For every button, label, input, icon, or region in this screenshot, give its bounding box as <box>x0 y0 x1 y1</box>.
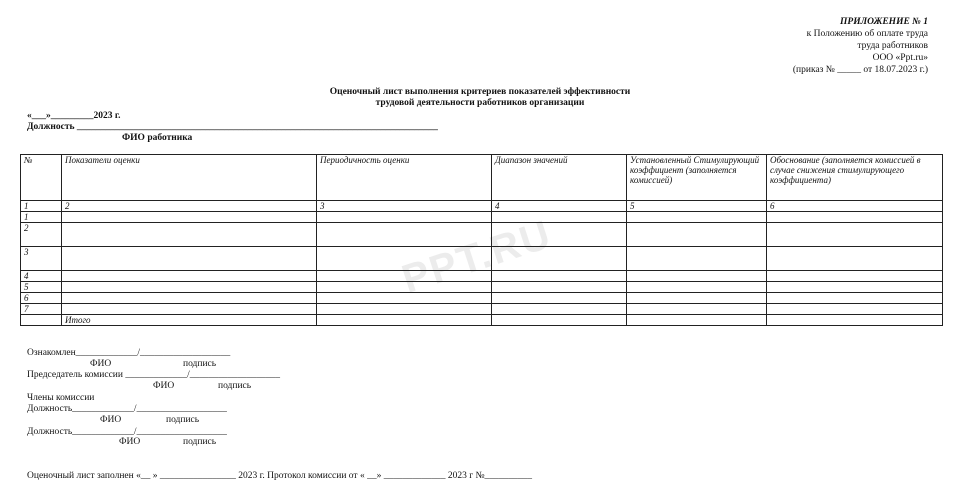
header-line-3: ООО «Ppt.ru» <box>872 53 928 63</box>
fio-caption: ФИО <box>119 437 141 447</box>
row-number: 2 <box>21 223 62 247</box>
col-header-coefficient: Установленный Стимулирующий коэффициент (заполняется комиссией) <box>627 155 767 201</box>
chairman-line: Председатель комиссии _____________/___________________ <box>27 370 280 380</box>
col-header-range: Диапазон значений <box>492 155 627 201</box>
row-number: 3 <box>21 247 62 271</box>
watermark: PPT.RU <box>396 212 558 302</box>
table-row <box>21 247 943 271</box>
row-number: 5 <box>21 282 62 293</box>
table-row <box>21 293 943 304</box>
row-number: 7 <box>21 304 62 315</box>
fio-caption: ФИО <box>100 415 122 425</box>
position-line: Должность ____________________________________________________________________________ <box>27 122 438 132</box>
signature-caption: подпись <box>218 381 252 391</box>
column-number: 4 <box>492 201 627 212</box>
footer-line: Оценочный лист заполнен «__ » ________________ 2023 г. Протокол комиссии от « __» _____________ 2023 г №__________ <box>27 471 533 481</box>
column-number: 6 <box>767 201 943 212</box>
table-row <box>21 271 943 282</box>
member-position-line-1: Должность_____________/___________________ <box>27 404 227 414</box>
total-row <box>21 315 943 326</box>
header-line-1: к Положению об оплате труда <box>806 29 928 39</box>
column-number: 2 <box>62 201 317 212</box>
column-number: 5 <box>627 201 767 212</box>
col-header-justification: Обоснование (заполняется комиссией в случае снижения стимулирующего коэффициента) <box>767 155 943 201</box>
appendix-title: ПРИЛОЖЕНИЕ № 1 <box>840 17 928 27</box>
member-position-line-2: Должность_____________/___________________ <box>27 427 227 437</box>
signature-caption: подпись <box>166 415 200 425</box>
table-header-row <box>21 155 943 201</box>
document-title-line-2: трудовой деятельности работников организации <box>375 98 585 108</box>
acquainted-line: Ознакомлен_____________/___________________ <box>27 348 231 358</box>
row-number: 1 <box>21 212 62 223</box>
col-header-indicators: Показатели оценки <box>62 155 317 201</box>
table-row <box>21 282 943 293</box>
header-line-2: труда работников <box>857 41 928 51</box>
col-header-number: № <box>21 155 62 201</box>
fio-label: ФИО работника <box>122 133 193 143</box>
signature-caption: подпись <box>183 359 217 369</box>
date-line: «___»_________2023 г. <box>27 111 121 121</box>
document-title-line-1: Оценочный лист выполнения критериев показателей эффективности <box>329 87 631 97</box>
column-number: 1 <box>21 201 62 212</box>
members-label: Члены комиссии <box>27 393 95 403</box>
fio-caption: ФИО <box>153 381 175 391</box>
evaluation-table <box>20 154 943 326</box>
signature-caption: подпись <box>183 437 217 447</box>
column-number: 3 <box>317 201 492 212</box>
column-number-row <box>21 201 943 212</box>
table-row <box>21 304 943 315</box>
total-label: Итого <box>62 315 317 326</box>
table-row <box>21 212 943 223</box>
fio-caption: ФИО <box>90 359 112 369</box>
row-number: 6 <box>21 293 62 304</box>
row-number: 4 <box>21 271 62 282</box>
header-line-4: (приказ № _____ от 18.07.2023 г.) <box>792 65 928 75</box>
col-header-periodicity: Периодичность оценки <box>317 155 492 201</box>
table-row <box>21 223 943 247</box>
